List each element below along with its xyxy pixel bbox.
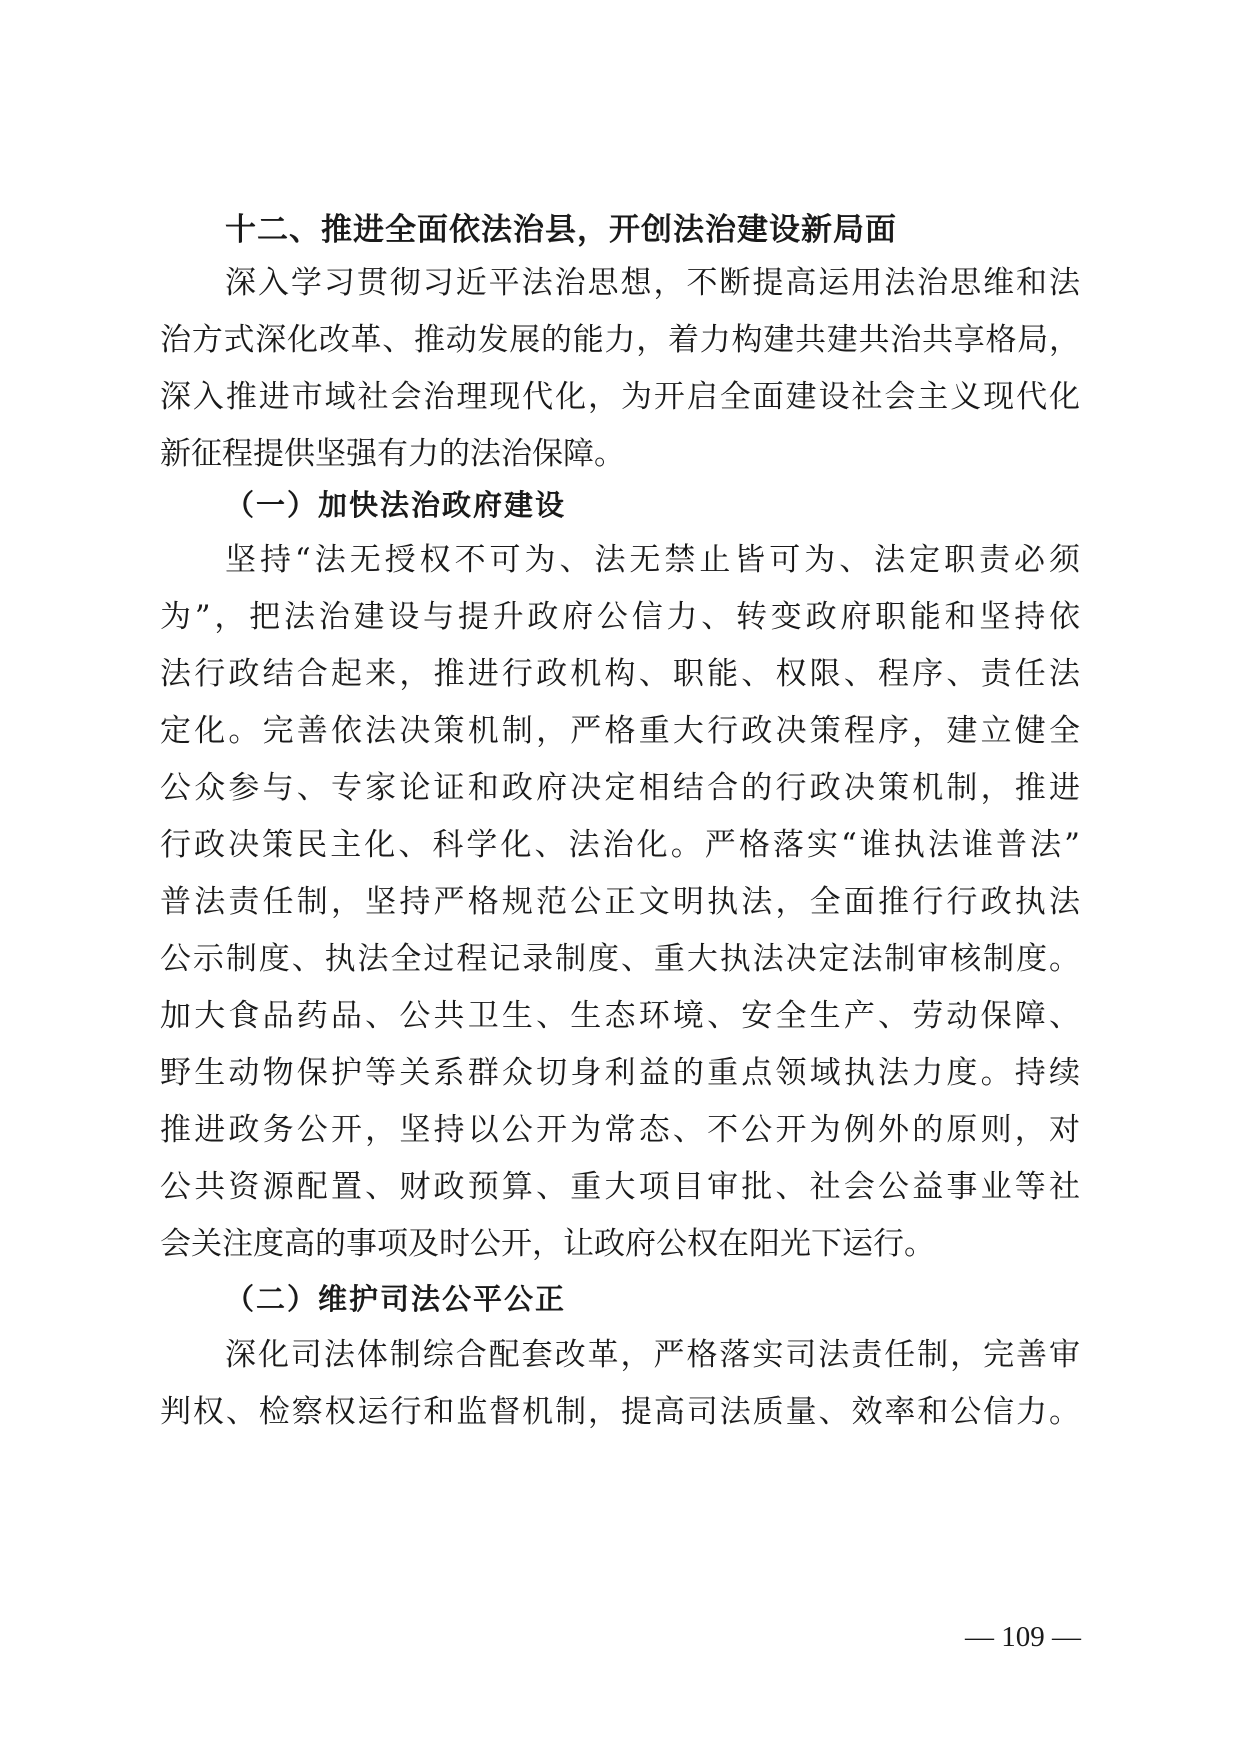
subsection-1-line-11: 推进政务公开，坚持以公开为常态、不公开为例外的原则，对 [160, 1112, 1080, 1148]
subsection-1-heading: （一）加快法治政府建设 [225, 488, 567, 522]
subsection-1-line-10: 野生动物保护等关系群众切身利益的重点领域执法力度。持续 [160, 1055, 1080, 1091]
subsection-1-line-12: 公共资源配置、财政预算、重大项目审批、社会公益事业等社 [160, 1169, 1080, 1205]
subsection-1-line-4: 定化。完善依法决策机制，严格重大行政决策程序，建立健全 [160, 713, 1080, 749]
intro-line-2: 治方式深化改革、推动发展的能力，着力构建共建共治共享格局， [160, 322, 1080, 358]
subsection-1-line-8: 公示制度、执法全过程记录制度、重大执法决定法制审核制度。 [160, 941, 1080, 977]
subsection-1-line-2: 为”，把法治建设与提升政府公信力、转变政府职能和坚持依 [160, 599, 1080, 635]
intro-line-3: 深入推进市域社会治理现代化，为开启全面建设社会主义现代化 [160, 379, 1080, 415]
subsection-1-line-13: 会关注度高的事项及时公开，让政府公权在阳光下运行。 [160, 1226, 935, 1262]
intro-line-4: 新征程提供坚强有力的法治保障。 [160, 436, 625, 472]
subsection-1-line-9: 加大食品药品、公共卫生、生态环境、安全生产、劳动保障、 [160, 998, 1080, 1034]
subsection-1-line-5: 公众参与、专家论证和政府决定相结合的行政决策机制，推进 [160, 770, 1080, 806]
subsection-2-heading: （二）维护司法公平公正 [225, 1282, 567, 1316]
intro-line-1: 深入学习贯彻习近平法治思想，不断提高运用法治思维和法 [225, 265, 1080, 301]
subsection-1-line-3: 法行政结合起来，推进行政机构、职能、权限、程序、责任法 [160, 656, 1080, 692]
subsection-2-line-1: 深化司法体制综合配套改革，严格落实司法责任制，完善审 [225, 1337, 1080, 1373]
subsection-2-line-2: 判权、检察权运行和监督机制，提高司法质量、效率和公信力。 [160, 1394, 1080, 1430]
subsection-1-line-1: 坚持“法无授权不可为、法无禁止皆可为、法定职责必须 [225, 542, 1080, 578]
section-heading: 十二、推进全面依法治县，开创法治建设新局面 [225, 212, 897, 248]
subsection-1-line-6: 行政决策民主化、科学化、法治化。严格落实“谁执法谁普法” [160, 827, 1080, 863]
page-number: — 109 — [965, 1621, 1081, 1653]
subsection-1-line-7: 普法责任制，坚持严格规范公正文明执法，全面推行行政执法 [160, 884, 1080, 920]
